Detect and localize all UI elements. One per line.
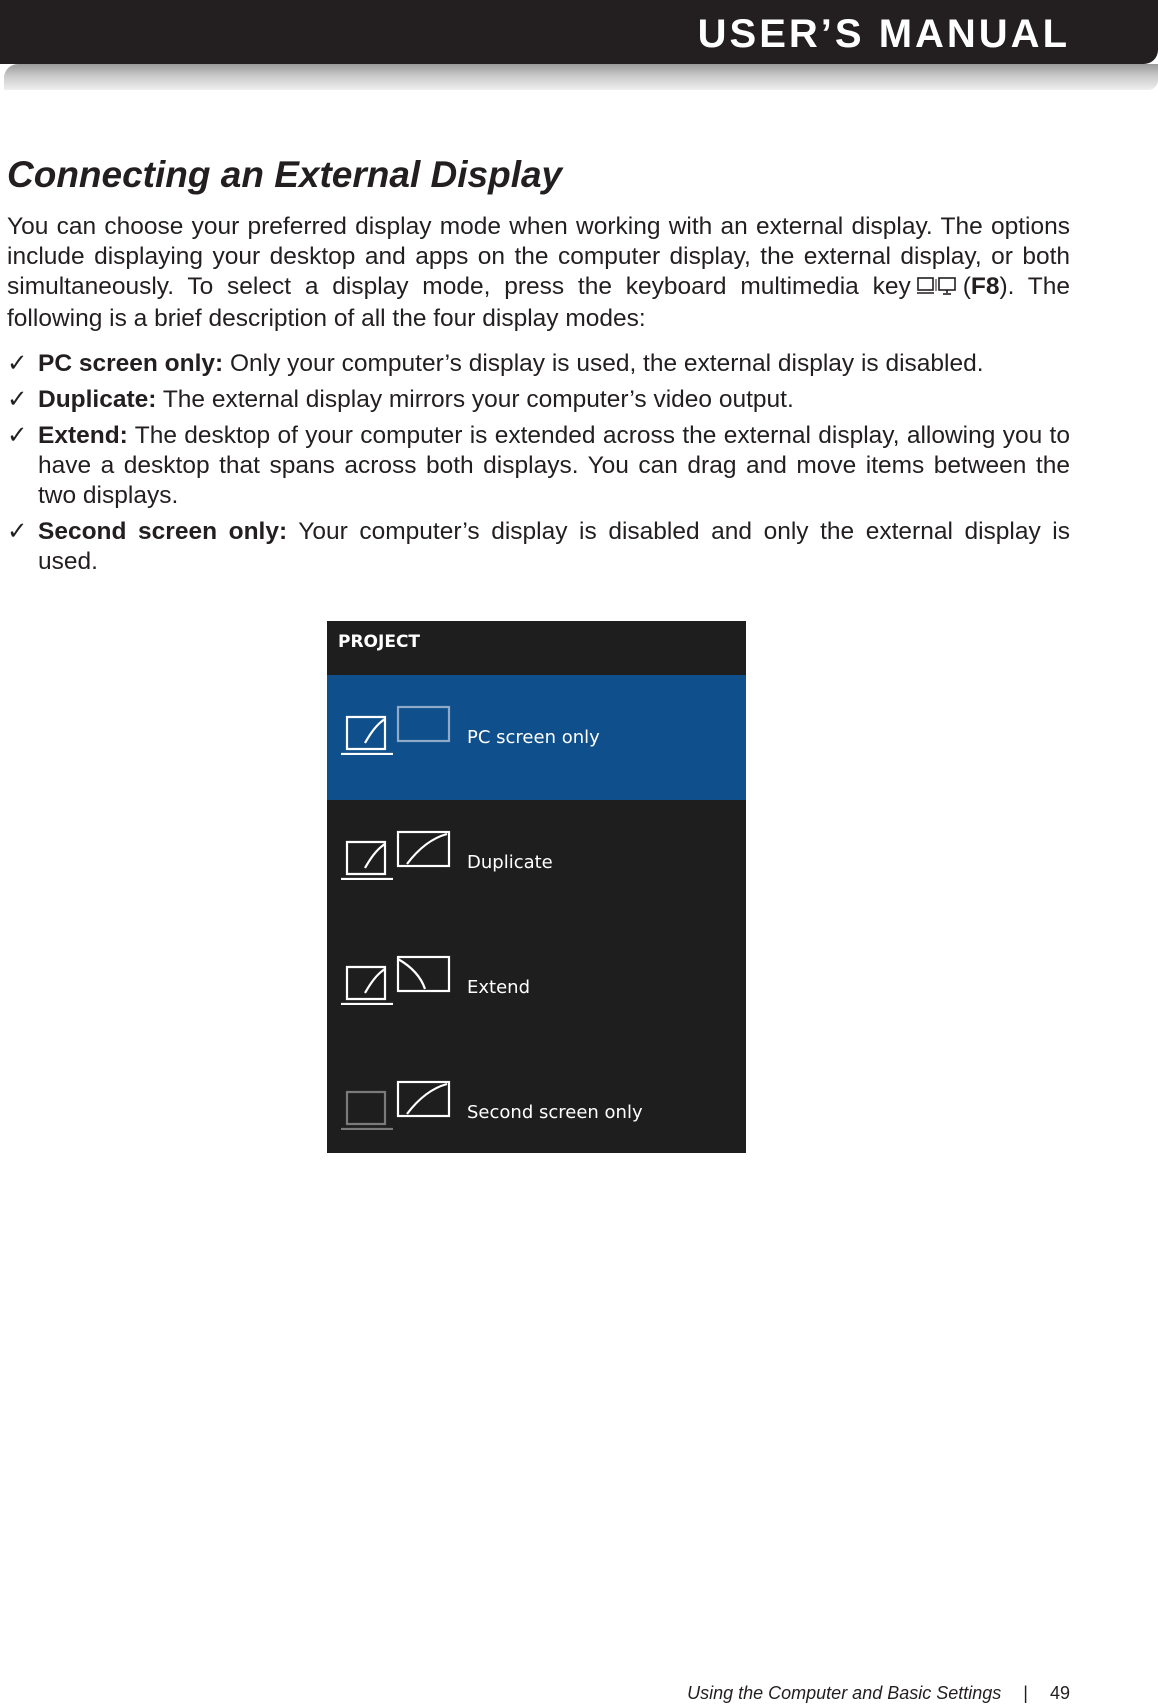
footer-separator: |: [1023, 1683, 1028, 1703]
intro-text-end: ). The following is a brief description of all the four display modes:: [7, 273, 1070, 332]
key-name: F8: [970, 273, 1000, 300]
key-open-paren: (: [962, 273, 971, 300]
check-icon: ✓: [7, 350, 28, 377]
intro-paragraph: [7, 212, 1070, 334]
check-icon: ✓: [7, 386, 28, 413]
option-label: Extend: [467, 977, 530, 998]
mode-term: PC screen only:: [38, 350, 224, 377]
second-screen-only-icon: [341, 1080, 451, 1134]
footer-section-name: Using the Computer and Basic Settings: [687, 1683, 1002, 1703]
list-item: [7, 385, 1070, 415]
check-icon: ✓: [7, 422, 28, 449]
extend-icon: [341, 955, 451, 1009]
option-label: PC screen only: [467, 727, 600, 748]
project-panel-screenshot: [327, 621, 746, 1153]
mode-term: Duplicate:: [38, 386, 157, 413]
list-item: [7, 349, 1070, 379]
mode-term: Extend:: [38, 422, 128, 449]
project-option-pc-screen-only[interactable]: [327, 675, 746, 800]
check-icon: ✓: [7, 518, 28, 545]
mode-desc: Your computer’s display is disabled and only the external display is used.: [38, 518, 1070, 575]
intro-text: You can choose your preferred display mode when working with an external display. The options include displaying your desktop and apps on the computer display, the external display, or both simultaneously. To select a display mode, press the keyboard multimedia key: [7, 213, 1070, 300]
display-modes-list: [7, 349, 1070, 583]
list-item: [7, 517, 1070, 577]
project-option-second-screen-only[interactable]: [327, 1050, 746, 1175]
mode-desc: Only your computer’s display is used, the external display is disabled.: [230, 350, 984, 377]
mode-desc: The external display mirrors your computer’s video output.: [162, 386, 794, 413]
header-bar: [0, 0, 1158, 64]
section-title: Connecting an External Display: [7, 154, 563, 195]
pc-screen-only-icon: [341, 705, 451, 759]
manual-title: USER’S MANUAL: [697, 12, 1070, 56]
mode-desc: The desktop of your computer is extended across the external display, allowing you to have a desktop that spans across both displays. You can drag and move items between the two displays.: [38, 422, 1070, 509]
duplicate-icon: [341, 830, 451, 884]
display-switch-key-icon: [917, 274, 957, 304]
list-item: [7, 421, 1070, 511]
option-label: Second screen only: [467, 1102, 643, 1123]
mode-term: Second screen only:: [38, 518, 288, 545]
page-footer: [687, 1683, 1070, 1704]
option-label: Duplicate: [467, 852, 553, 873]
project-option-extend[interactable]: [327, 925, 746, 1050]
project-panel-title: PROJECT: [338, 632, 421, 652]
header-shadow: [4, 64, 1158, 90]
project-option-duplicate[interactable]: [327, 800, 746, 925]
page-number: 49: [1049, 1683, 1070, 1703]
